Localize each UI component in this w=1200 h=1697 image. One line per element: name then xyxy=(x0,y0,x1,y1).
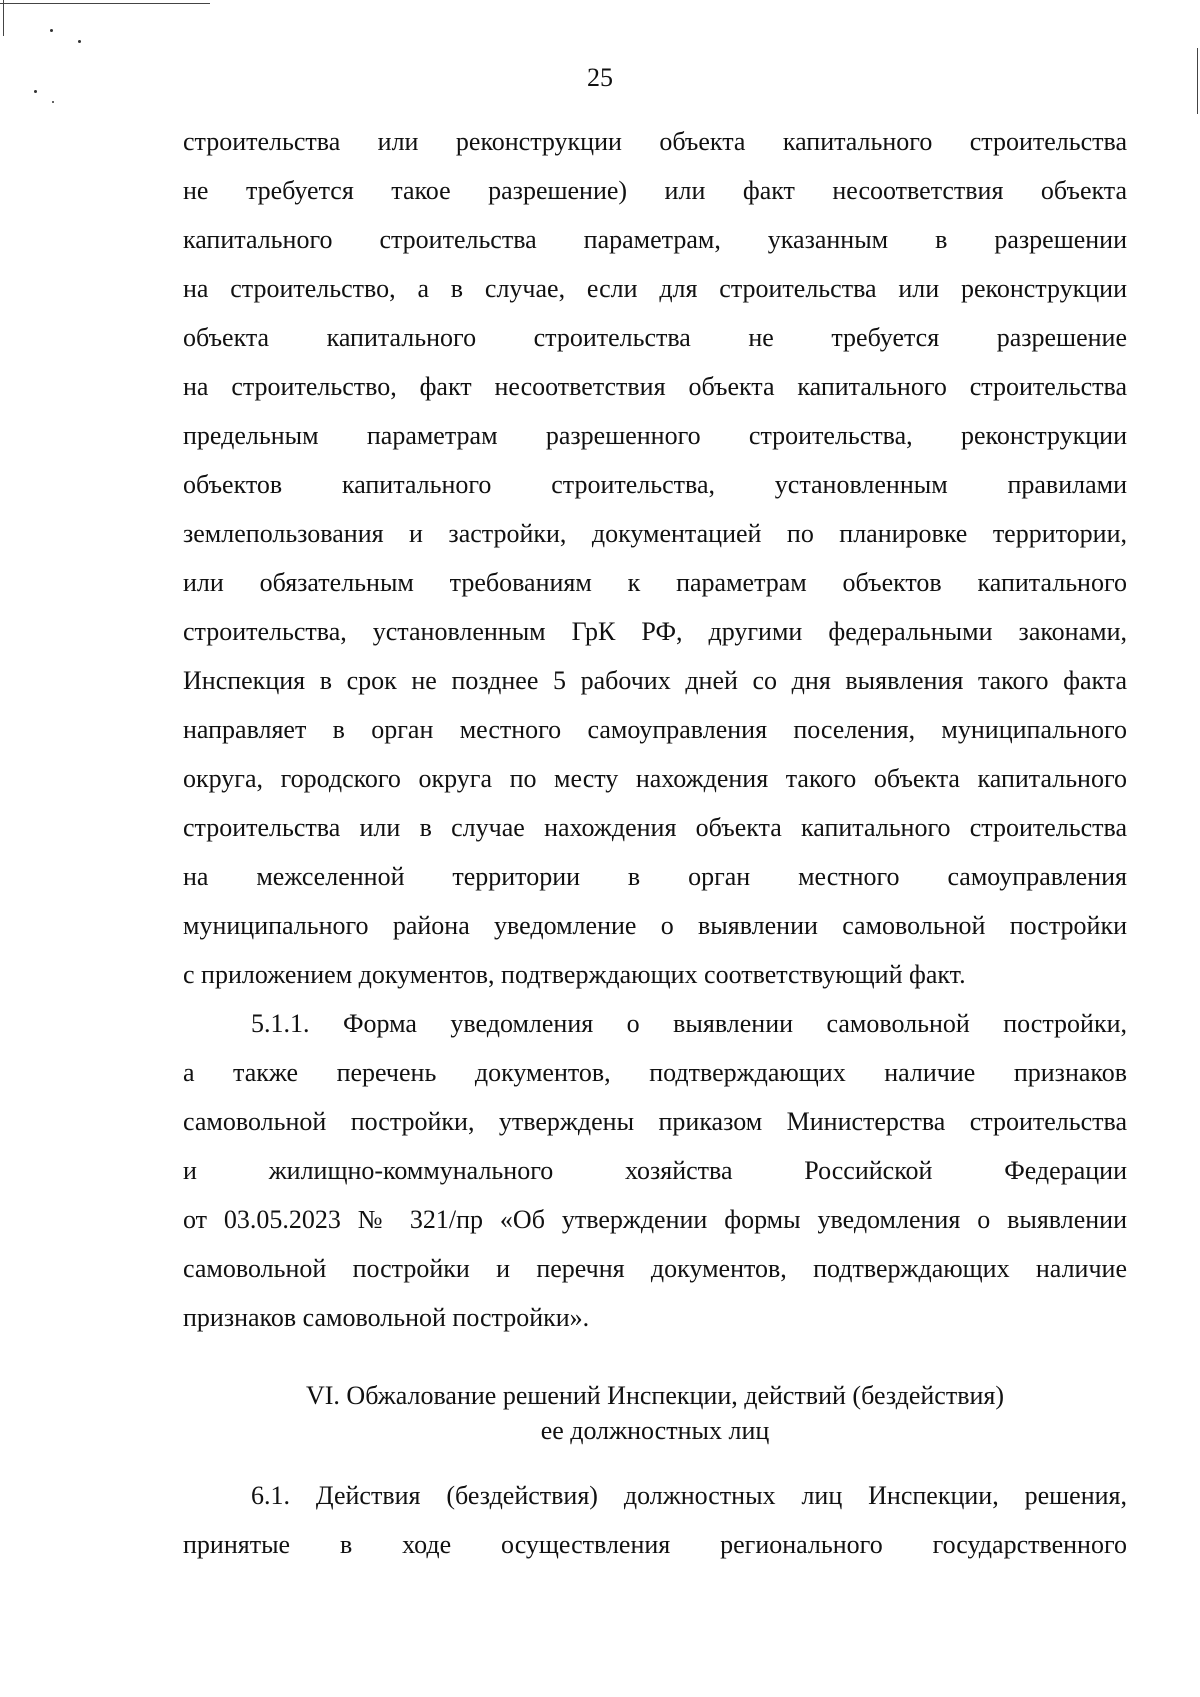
text-line: на строительство, факт несоответствия объекта капитального строительства xyxy=(183,372,1127,401)
text-line: а также перечень документов, подтверждающих наличие признаков xyxy=(183,1058,1127,1087)
text-line: с приложением документов, подтверждающих соответствующий факт. xyxy=(183,960,966,989)
text-line: предельным параметрам разрешенного строительства, реконструкции xyxy=(183,421,1127,450)
text-line: строительства, установленным ГрК РФ, другими федеральными законами, xyxy=(183,617,1127,646)
text-line: строительства или реконструкции объекта капитального строительства xyxy=(183,127,1127,156)
text-line: не требуется такое разрешение) или факт несоответствия объекта xyxy=(183,176,1127,205)
text-line: землепользования и застройки, документацией по планировке территории, xyxy=(183,519,1127,548)
scan-speck xyxy=(52,101,54,103)
text-line: капитального строительства параметрам, указанным в разрешении xyxy=(183,225,1127,254)
main-text xyxy=(183,121,1127,1346)
text-line: 6.1. Действия (бездействия) должностных лиц Инспекции, решения, xyxy=(251,1481,1127,1510)
scan-speck xyxy=(78,40,81,43)
scan-border-left xyxy=(3,0,4,36)
paragraph-continuation xyxy=(183,121,1127,1003)
text-line: от 03.05.2023 № 321/пр «Об утверждении формы уведомления о выявлении xyxy=(183,1205,1127,1234)
text-line: 5.1.1. Форма уведомления о выявлении самовольной постройки, xyxy=(251,1009,1127,1038)
text-line: направляет в орган местного самоуправления поселения, муниципального xyxy=(183,715,1127,744)
text-line: признаков самовольной постройки». xyxy=(183,1303,590,1332)
text-line: самовольной постройки и перечня документов, подтверждающих наличие xyxy=(183,1254,1127,1283)
text-line: на межселенной территории в орган местного самоуправления xyxy=(183,862,1127,891)
text-line: Инспекция в срок не позднее 5 рабочих дней со дня выявления такого факта xyxy=(183,666,1127,695)
scan-border-top xyxy=(0,3,210,4)
text-line: самовольной постройки, утверждены приказом Министерства строительства xyxy=(183,1107,1127,1136)
text-line: муниципального района уведомление о выявлении самовольной постройки xyxy=(183,911,1127,940)
text-line: на строительство, а в случае, если для строительства или реконструкции xyxy=(183,274,1127,303)
section-heading-line: ее должностных лиц xyxy=(540,1416,770,1445)
text-line: округа, городского округа по месту нахождения такого объекта капитального xyxy=(183,764,1127,793)
text-line: строительства или в случае нахождения объекта капитального строительства xyxy=(183,813,1127,842)
page-number: 25 xyxy=(587,63,613,92)
text-line: объекта капитального строительства не требуется разрешение xyxy=(183,323,1127,352)
text-line: и жилищно-коммунального хозяйства Российской Федерации xyxy=(183,1156,1127,1185)
scan-speck xyxy=(50,29,53,32)
text-line: или обязательным требованиям к параметрам объектов капитального xyxy=(183,568,1127,597)
paragraph-6-1 xyxy=(183,1475,1127,1573)
section-heading-line: VI. Обжалование решений Инспекции, действий (бездействия) xyxy=(305,1381,1005,1410)
text-line: объектов капитального строительства, установленным правилами xyxy=(183,470,1127,499)
text-line: принятые в ходе осуществления регионального государственного xyxy=(183,1530,1127,1559)
section-heading xyxy=(183,1378,1127,1448)
paragraph-5-1-1 xyxy=(183,1003,1127,1346)
